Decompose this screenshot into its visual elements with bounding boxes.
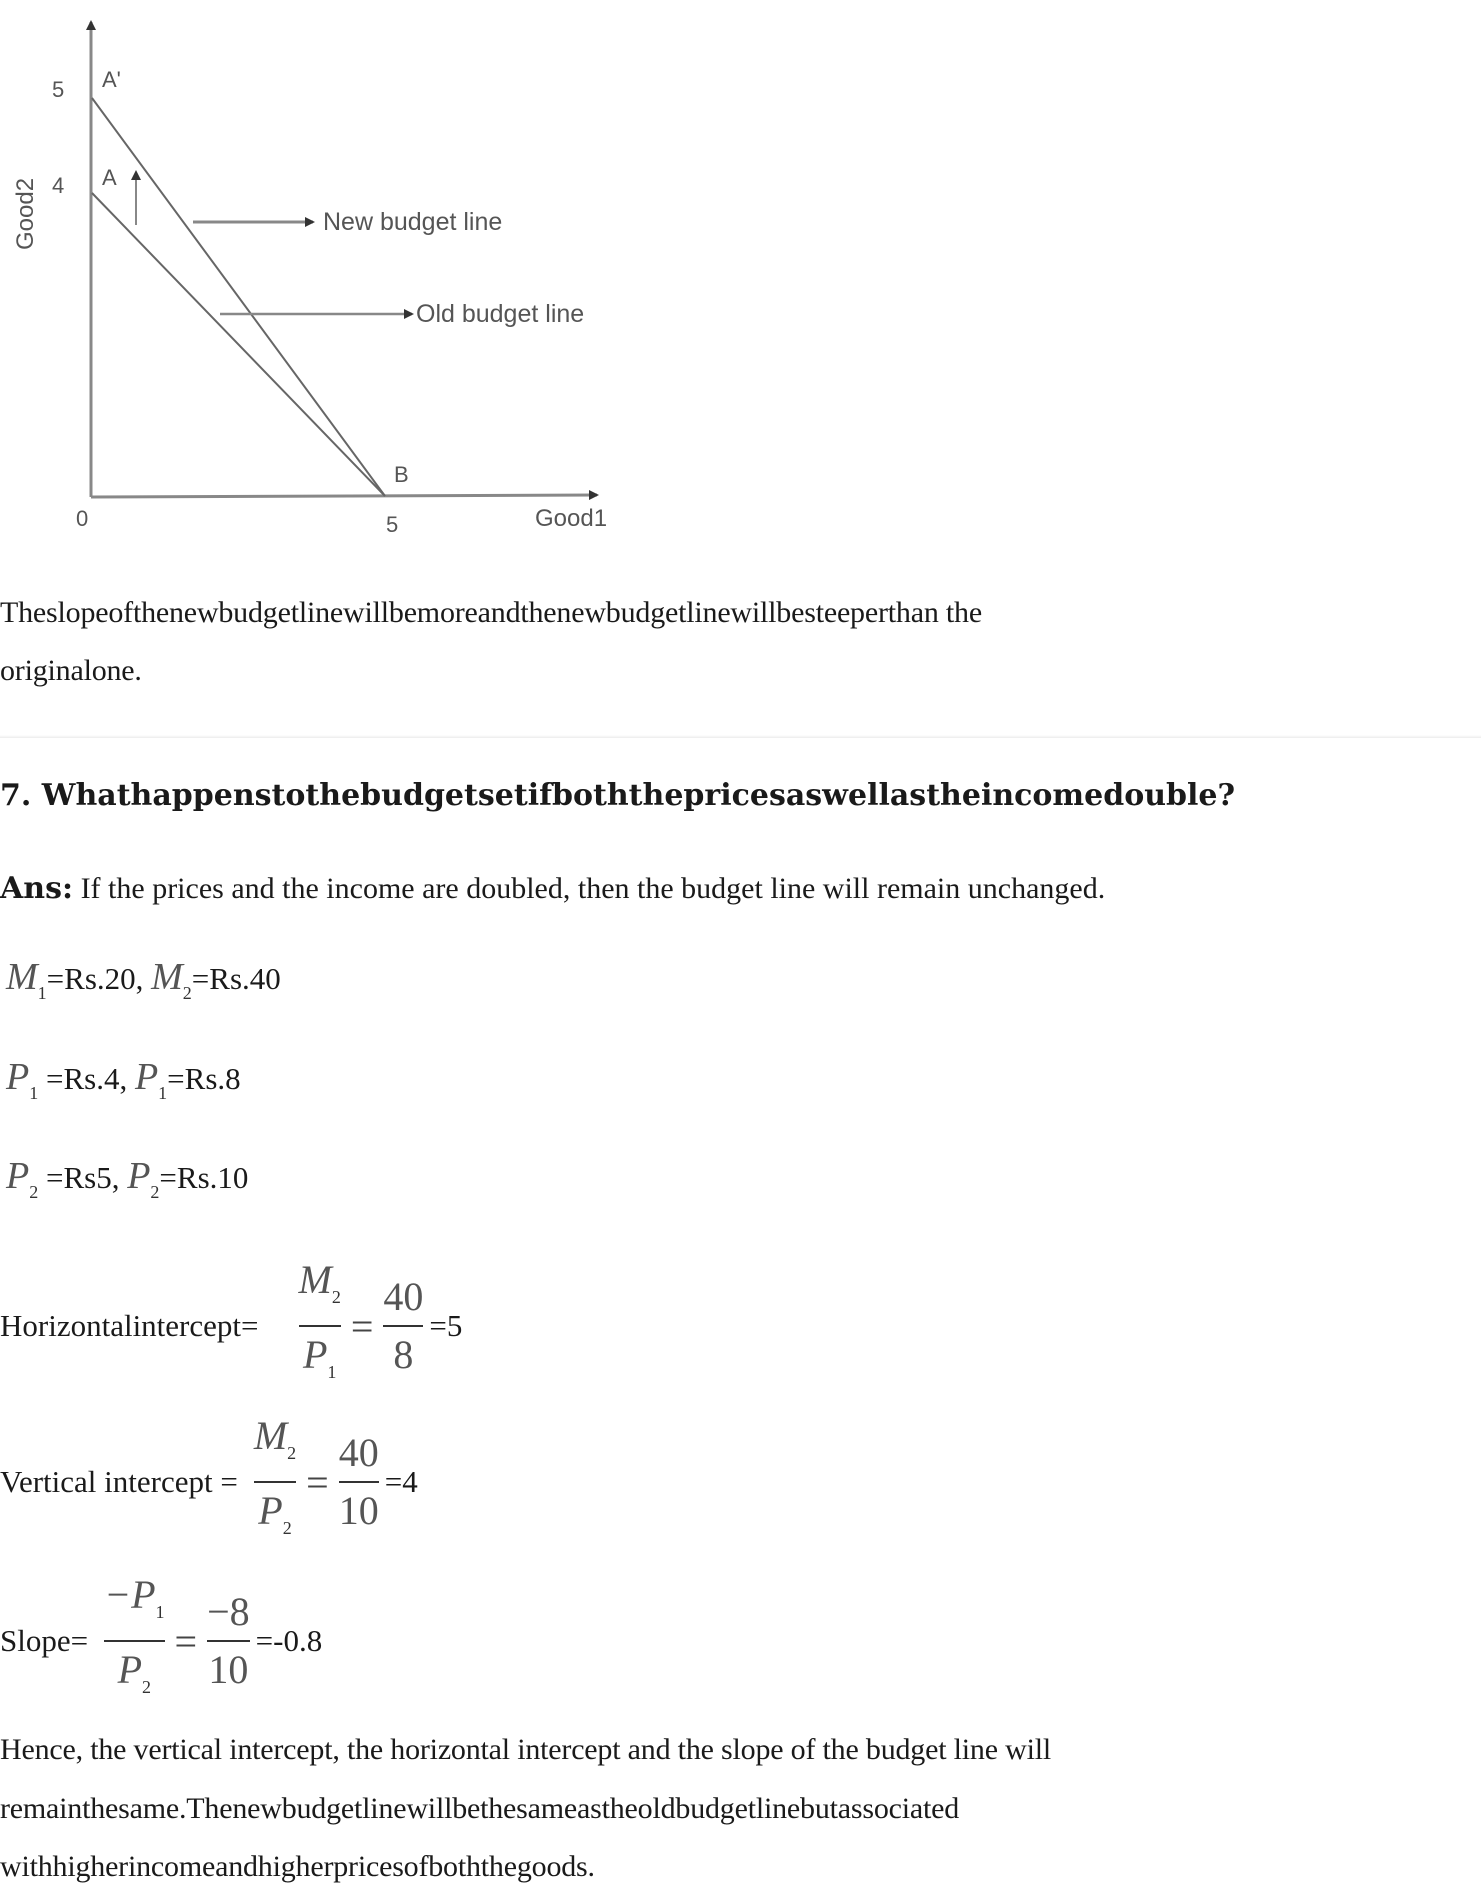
p1-symbol: $P_1$ (6, 1056, 39, 1103)
m1-symbol: $M_1$ (6, 956, 47, 1003)
x-axis (91, 495, 597, 497)
p1-old-value: =Rs.4, (38, 1061, 128, 1096)
horizontal-fraction-symbolic: $\frac{M_2}{P_1}$ (298, 1257, 341, 1382)
vertical-result: =4 (384, 1464, 418, 1499)
new-budget-line (92, 98, 385, 496)
price-good2-values (6, 1154, 248, 1203)
vertical-label: Vertical intercept = (0, 1464, 238, 1499)
m2-symbol: $M_2$ (151, 956, 192, 1003)
slope-statement-line-1: Theslopeofthenewbudgetlinewillbemoreandthenewbudgetlinewillbesteeperthan the (0, 596, 982, 629)
vertical-fraction-symbolic: $\frac{M_2}{P_2}$ (253, 1413, 297, 1538)
x-axis-label: Good1 (535, 505, 608, 532)
slope-formula: Slope= $\frac{-P_1}{P_2}$ = $\frac{-8}{10}$ =-0.8 (0, 1567, 322, 1715)
new-line-label: New budget line (323, 208, 503, 236)
vertical-fraction-numeric: $\frac{40}{10}$ (338, 1430, 379, 1533)
slope-label: Slope= (0, 1623, 89, 1658)
m1-value: =Rs.20, (46, 961, 144, 996)
slope-fraction-symbolic: $\frac{-P_1}{P_2}$ (104, 1572, 165, 1697)
x-tick-5: 5 (386, 512, 399, 537)
point-a-prime: A' (102, 67, 121, 92)
origin-label: 0 (76, 506, 89, 531)
question-7-heading: 7. Whathappenstothebudgetsetifboththepricesaswellastheincomedouble? (0, 778, 1236, 813)
p1-new-value: =Rs.8 (167, 1061, 241, 1096)
horizontal-result: =5 (429, 1308, 463, 1343)
budget-line-chart (0, 0, 640, 545)
income-values (6, 955, 281, 1004)
point-a: A (102, 165, 117, 190)
slope-fraction-numeric: $\frac{-8}{10}$ (207, 1589, 250, 1692)
p2-new-value: =Rs.10 (159, 1160, 249, 1195)
answer-line (0, 871, 1105, 906)
y-axis-label: Good2 (12, 177, 39, 250)
vertical-intercept-formula: Vertical intercept = $\frac{M_2}{P_2}$ = $\frac{40}{10}$ =4 (0, 1408, 418, 1556)
answer-prefix: Ans: (0, 871, 74, 906)
old-budget-line (92, 193, 385, 496)
p2-old-value: =Rs5, (38, 1160, 120, 1195)
answer-text: If the prices and the income are doubled, then the budget line will remain unchanged. (73, 872, 1106, 905)
section-divider (0, 735, 1481, 738)
price-good1-values (6, 1055, 241, 1104)
horizontal-intercept-formula: Horizontalintercept= $\frac{M_2}{P_1}$ = $\frac{40}{8}$ =5 (0, 1252, 462, 1400)
p1-new-symbol: $P_1$ (134, 1056, 168, 1103)
m2-value: =Rs.40 (191, 961, 281, 996)
conclusion-line-3: withhigherincomeandhigherpricesofboththegoods. (0, 1850, 595, 1883)
p2-new-symbol: $P_2$ (127, 1155, 160, 1202)
y-tick-4: 4 (52, 173, 65, 198)
y-tick-5: 5 (52, 77, 65, 102)
slope-statement-line-2: originalone. (0, 654, 142, 687)
horizontal-fraction-numeric: $\frac{40}{8}$ (383, 1274, 424, 1377)
conclusion-line-2: remainthesame.Thenewbudgetlinewillbethesameastheoldbudgetlinebutassociated (0, 1792, 960, 1825)
horizontal-label: Horizontalintercept= (0, 1308, 259, 1343)
p2-symbol: $P_2$ (6, 1155, 39, 1202)
slope-result: =-0.8 (255, 1623, 323, 1658)
old-line-label: Old budget line (416, 300, 585, 328)
conclusion-line-1: Hence, the vertical intercept, the horizontal intercept and the slope of the budget line will (0, 1733, 1051, 1766)
point-b: B (394, 462, 409, 487)
